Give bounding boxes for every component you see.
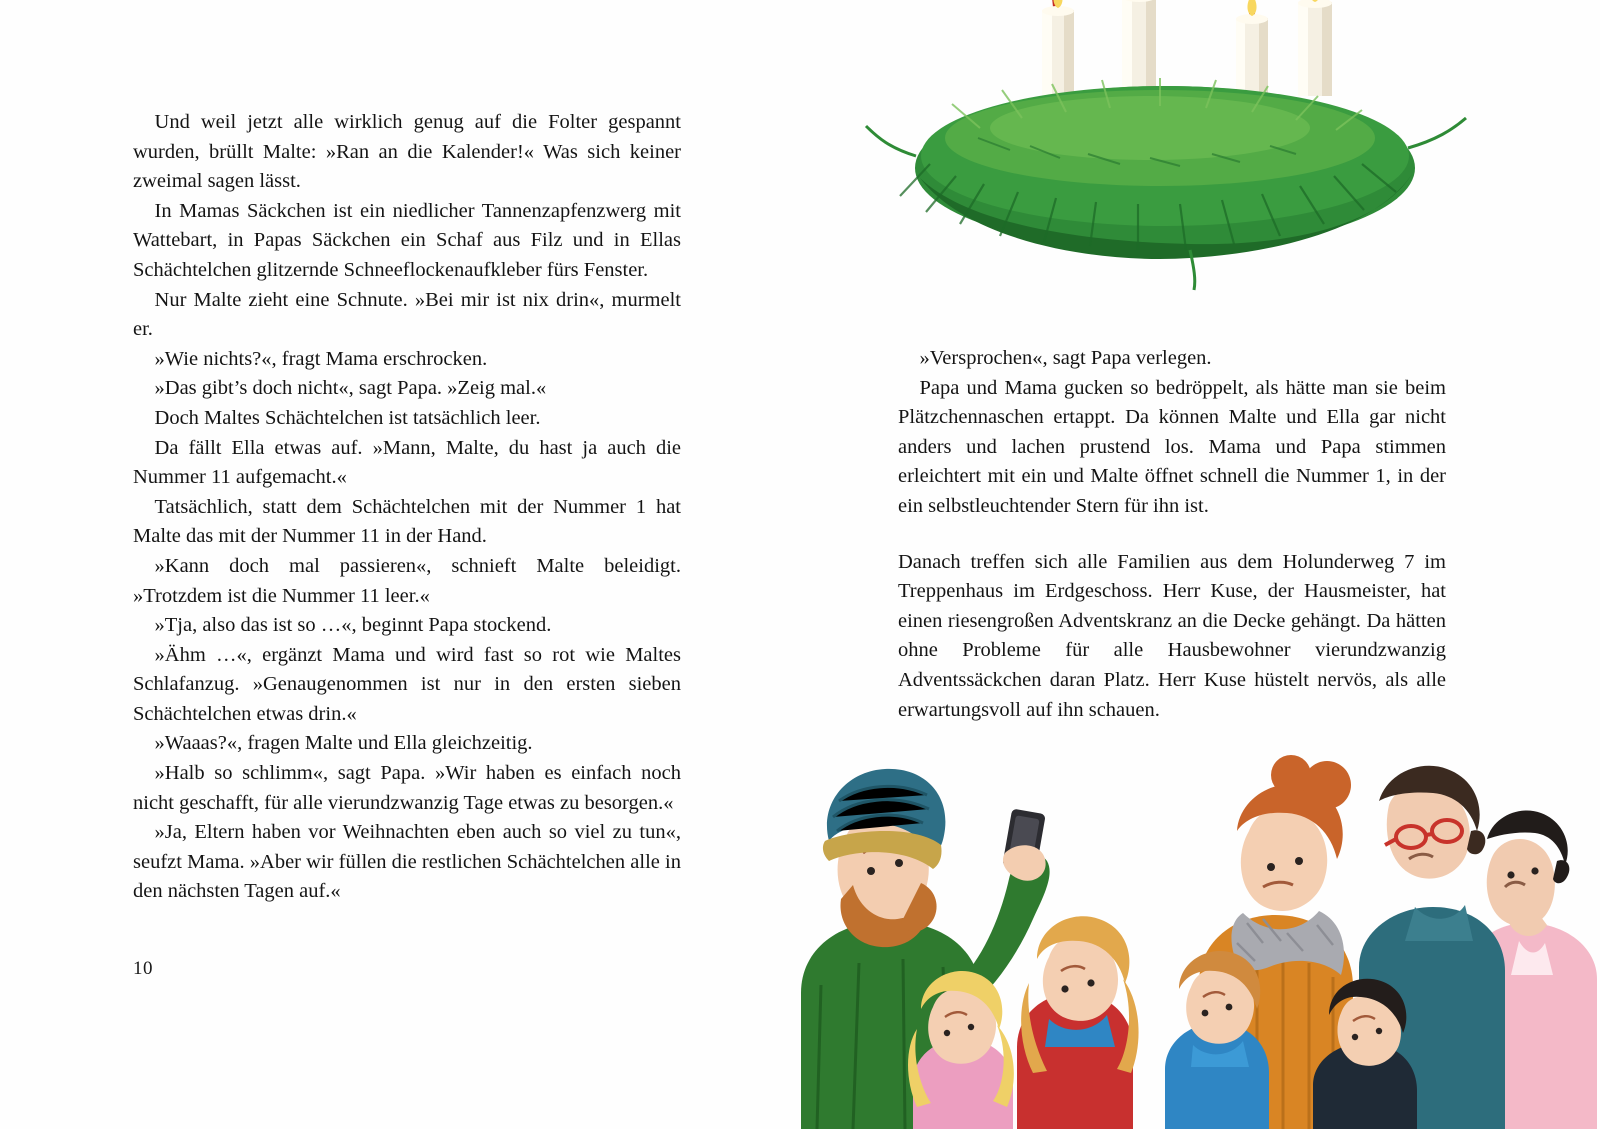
paragraph: In Mamas Säckchen ist ein niedlicher Tannenzapfenzwerg mit Wattebart, in Papas Säckchen ein Schaf aus Filz und in Ellas Schächtelchen glitzernde Schneeflockenaufkleber fürs Fenster. bbox=[133, 199, 681, 281]
paragraph: »Ähm …«, ergänzt Mama und wird fast so rot wie Maltes Schlafanzug. »Genaugenommen ist nur in den ersten sieben Schächtelchen etwas drin.« bbox=[133, 643, 681, 725]
left-text-column bbox=[133, 108, 681, 907]
paragraph: »Waaas?«, fragen Malte und Ella gleichzeitig. bbox=[154, 732, 533, 755]
paragraph: Doch Maltes Schächtelchen ist tatsächlich leer. bbox=[154, 406, 541, 429]
paragraph: »Halb so schlimm«, sagt Papa. »Wir haben es einfach noch nicht geschafft, für alle vierundzwanzig Tage etwas zu besorgen.« bbox=[133, 762, 681, 814]
paragraph: Da fällt Ella etwas auf. »Mann, Malte, du hast ja auch die Nummer 11 aufgemacht.« bbox=[133, 436, 681, 489]
advent-wreath-illustration bbox=[860, 0, 1480, 298]
paragraph: »Ja, Eltern haben vor Weihnachten eben auch so viel zu tun«, seufzt Mama. »Aber wir füllen die restlichen Schächtelchen alle in den nächsten Tagen auf.« bbox=[133, 821, 681, 903]
paragraph: Papa und Mama gucken so bedröppelt, als hätte man sie beim Plätzchennaschen ertappt. Da können Malte und Ella gar nicht anders und lachen prustend los. Mama und Papa stimmen erleichtert mit ein und Malte öffnet schnell die Nummer 1, in der ein selbstleuchtender Stern für ihn ist. bbox=[898, 376, 1446, 517]
paragraph: Tatsächlich, statt dem Schächtelchen mit der Nummer 1 hat Malte das mit der Nummer 11 in der Hand. bbox=[133, 495, 681, 548]
paragraph: Danach treffen sich alle Familien aus dem Holunderweg 7 im Treppenhaus im Erdgeschoss. Herr Kuse, der Hausmeister, hat einen riesengroßen Adventskranz an die Decke gehängt. Da hätten ohne Probleme für alle Hausbewohner vierundzwanzig Adventssäckchen daran Platz. Herr Kuse hüstelt nervös, als alle erwartungsvoll auf ihn schauen. bbox=[898, 550, 1446, 721]
right-text-column bbox=[898, 344, 1446, 725]
paragraph: »Kann doch mal passieren«, schnieft Malte beleidigt. »Trotzdem ist die Nummer 11 leer.« bbox=[133, 554, 681, 607]
paragraph: »Wie nichts?«, fragt Mama erschrocken. bbox=[154, 347, 488, 370]
paragraph: Und weil jetzt alle wirklich genug auf die Folter gespannt wurden, brüllt Malte: »Ran an die Kalender!« Was sich keiner zweimal sagen lässt. bbox=[133, 111, 681, 193]
figure-boy-teal bbox=[1165, 951, 1269, 1129]
paragraph: Nur Malte zieht eine Schnute. »Bei mir ist nix drin«, murmelt er. bbox=[133, 288, 681, 341]
paragraph: »Tja, also das ist so …«, beginnt Papa stockend. bbox=[154, 614, 552, 637]
paragraph: »Versprochen«, sagt Papa verlegen. bbox=[919, 347, 1212, 369]
crowd-illustration bbox=[793, 735, 1600, 1129]
figure-girl-red bbox=[1017, 916, 1139, 1129]
page-number: 10 bbox=[133, 958, 153, 979]
paragraph: »Das gibt’s doch nicht«, sagt Papa. »Zeig mal.« bbox=[154, 377, 547, 400]
